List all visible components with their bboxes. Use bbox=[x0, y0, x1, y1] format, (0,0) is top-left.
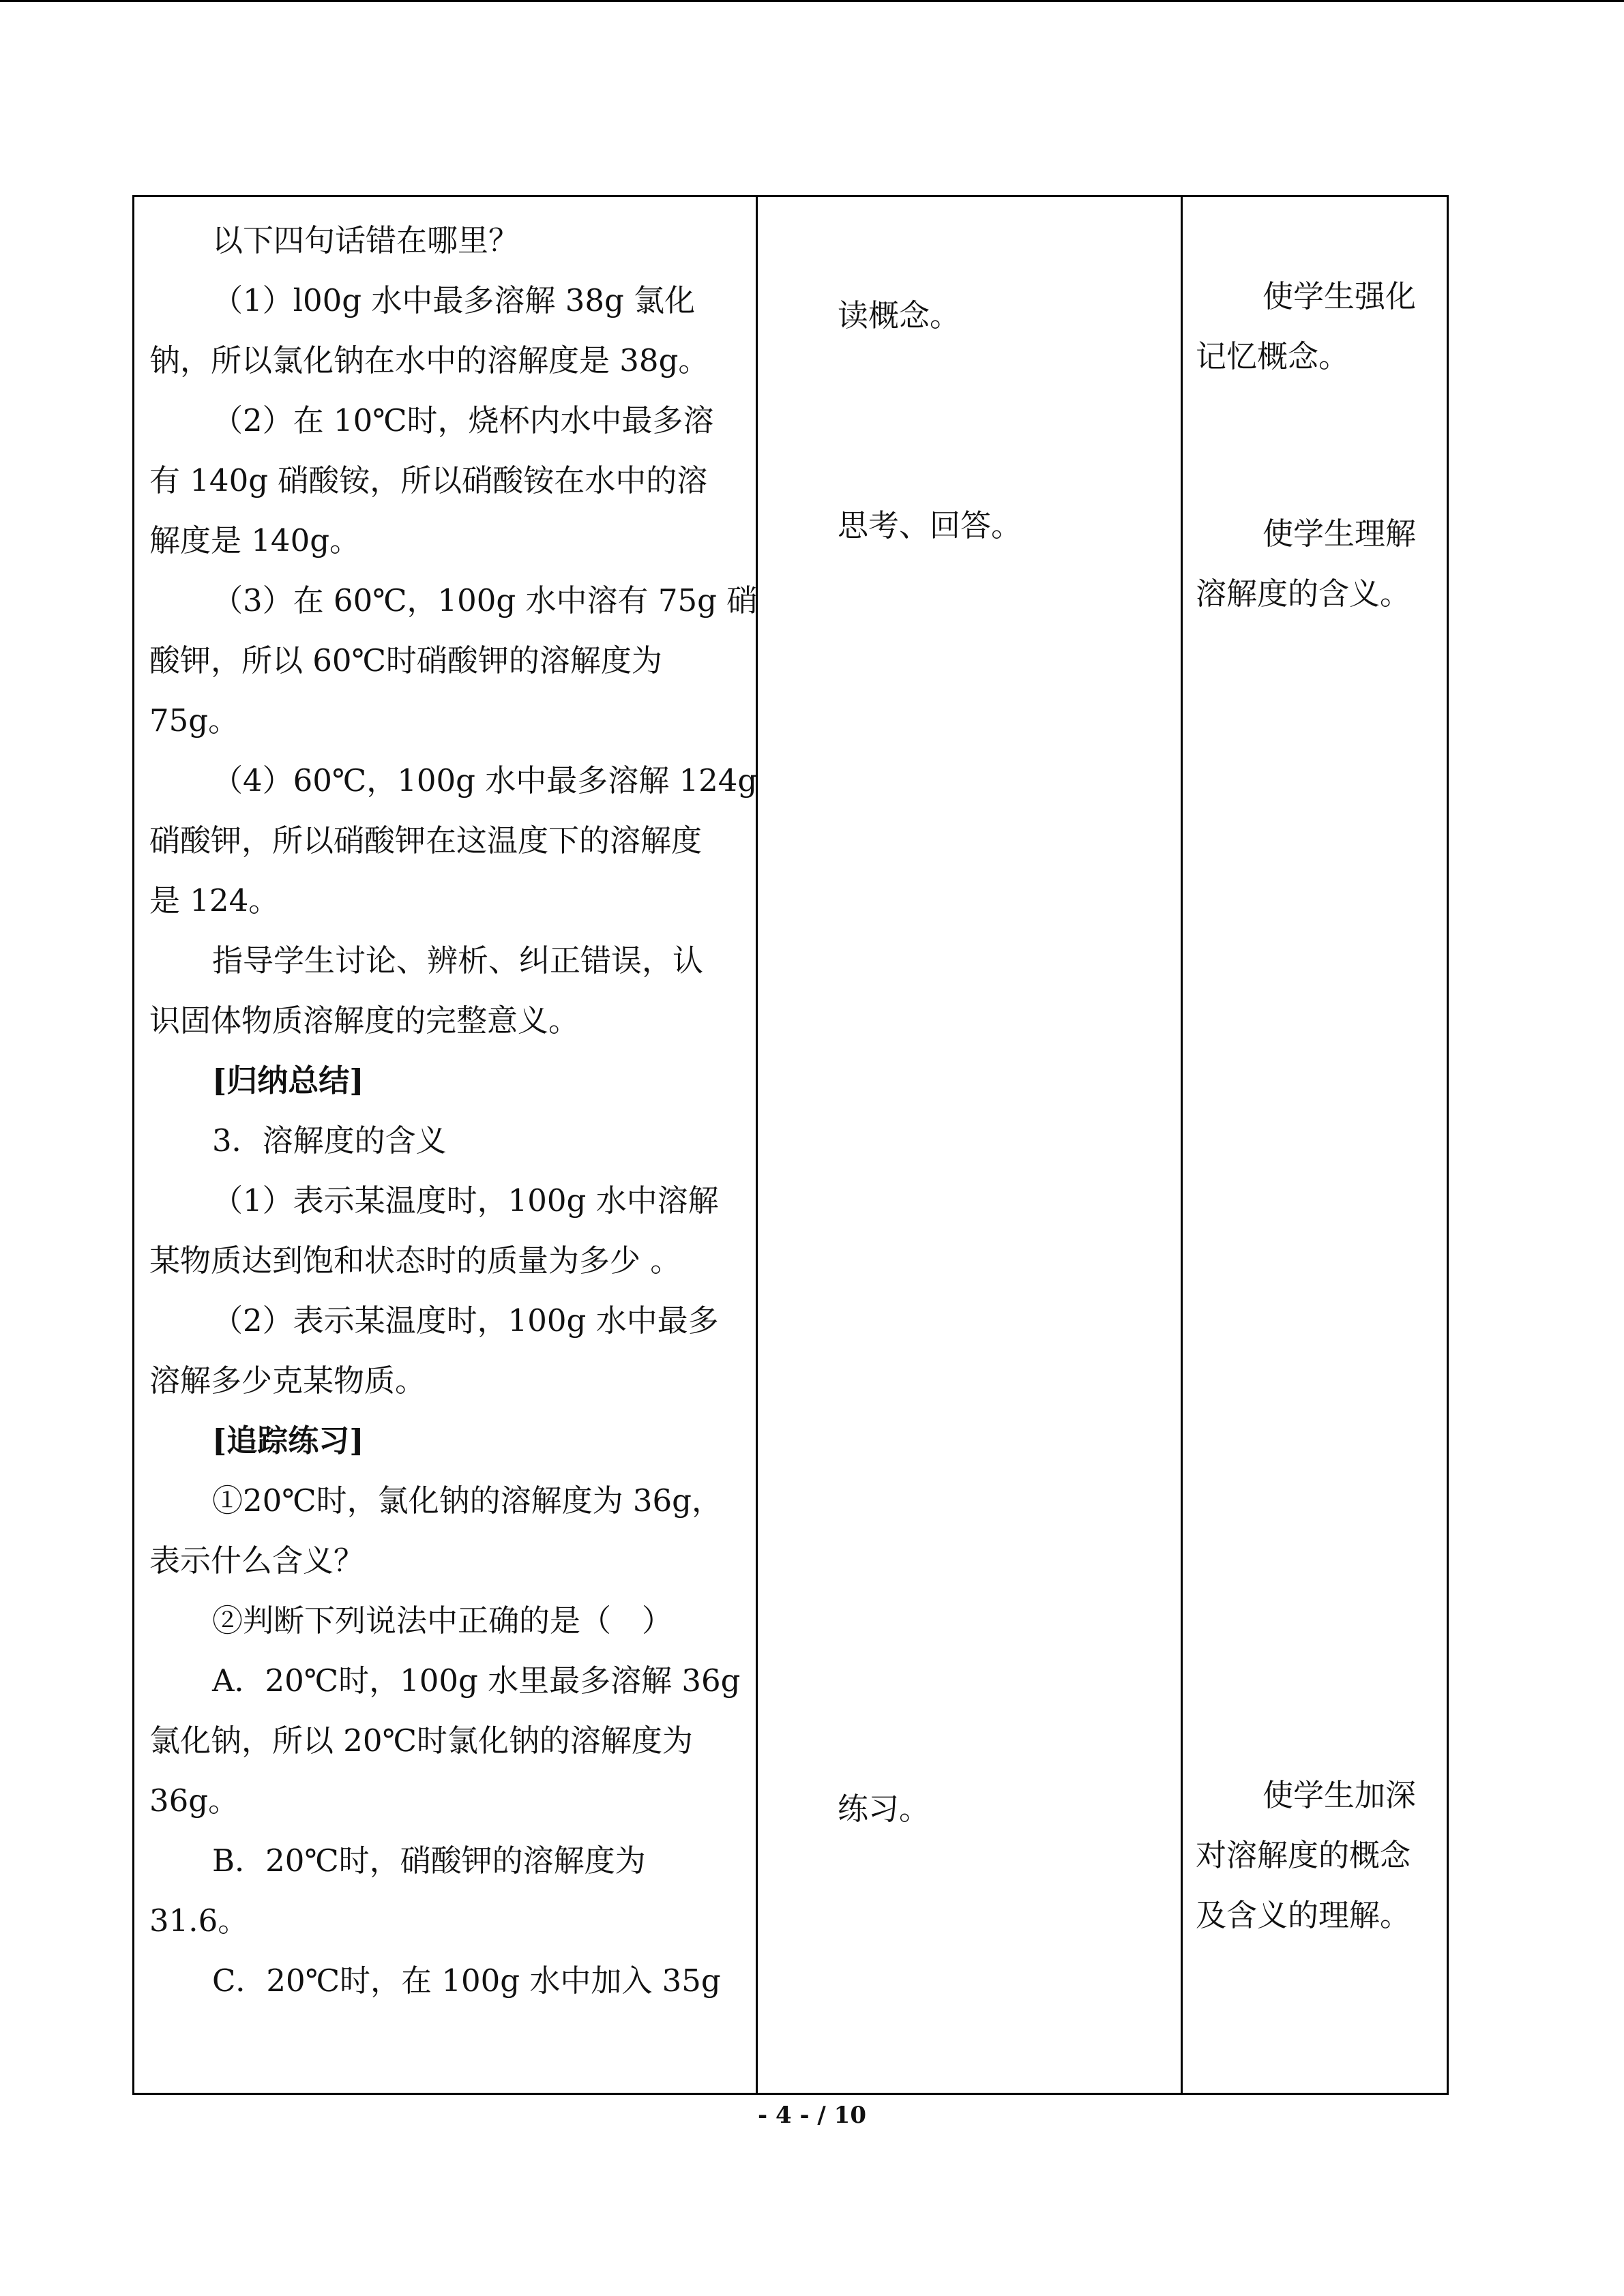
statement-2: （2）在 10℃时，烧杯内水中最多溶 bbox=[212, 402, 714, 438]
page-top-border bbox=[0, 0, 1624, 2]
student-activity-read: 读概念。 bbox=[838, 297, 961, 333]
question-intro: 以下四句话错在哪里？ bbox=[212, 222, 520, 258]
intent-1-line-2: 记忆概念。 bbox=[1196, 338, 1350, 374]
option-a: A．20℃时，100g 水里最多溶解 36g bbox=[212, 1663, 741, 1699]
intent-1-line-1: 使学生强化 bbox=[1263, 278, 1417, 314]
statement-1-cont: 钠，所以氯化钠在水中的溶解度是 38g。 bbox=[149, 342, 709, 378]
practice-question-2: ②判断下列说法中正确的是（ ） bbox=[212, 1602, 673, 1639]
option-b: B．20℃时，硝酸钾的溶解度为 bbox=[212, 1843, 646, 1879]
statement-3-cont: 75g。 bbox=[149, 702, 239, 739]
guidance-text-cont: 识固体物质溶解度的完整意义。 bbox=[149, 1002, 580, 1039]
page-number: - 4 - / 10 bbox=[758, 2102, 866, 2129]
practice-question-1-cont: 表示什么含义？ bbox=[149, 1542, 365, 1579]
meaning-2: （2）表示某温度时，100g 水中最多 bbox=[212, 1302, 719, 1339]
intent-2-line-1: 使学生理解 bbox=[1263, 516, 1417, 552]
meaning-1-cont: 某物质达到饱和状态时的质量为多少 。 bbox=[149, 1242, 681, 1279]
option-b-cont: 31.6。 bbox=[149, 1903, 249, 1939]
option-c: C．20℃时，在 100g 水中加入 35g bbox=[212, 1963, 721, 1999]
lesson-table bbox=[132, 195, 1449, 2095]
practice-heading: [追踪练习] bbox=[212, 1422, 364, 1459]
student-activity-practice: 练习。 bbox=[838, 1791, 930, 1827]
statement-4: （4）60℃，100g 水中最多溶解 124g bbox=[212, 762, 758, 799]
intent-3-line-2: 对溶解度的概念 bbox=[1196, 1837, 1411, 1873]
summary-heading: [归纳总结] bbox=[212, 1062, 364, 1099]
intent-3-line-1: 使学生加深 bbox=[1263, 1777, 1417, 1813]
statement-4-cont: 是 124。 bbox=[149, 882, 280, 919]
practice-question-1: ①20℃时，氯化钠的溶解度为 36g， bbox=[212, 1482, 722, 1519]
statement-1: （1）l00g 水中最多溶解 38g 氯化 bbox=[212, 282, 696, 318]
statement-2-cont: 有 140g 硝酸铵，所以硝酸铵在水中的溶 bbox=[149, 462, 708, 498]
statement-4-cont: 硝酸钾，所以硝酸钾在这温度下的溶解度 bbox=[149, 822, 703, 859]
student-activity-answer: 思考、回答。 bbox=[838, 507, 1022, 543]
intent-3-line-3: 及含义的理解。 bbox=[1196, 1897, 1411, 1933]
column-divider bbox=[1181, 197, 1183, 2093]
meaning-heading: 3．溶解度的含义 bbox=[212, 1122, 447, 1159]
intent-2-line-2: 溶解度的含义。 bbox=[1196, 576, 1411, 612]
statement-3-cont: 酸钾，所以 60℃时硝酸钾的溶解度为 bbox=[149, 642, 662, 679]
meaning-2-cont: 溶解多少克某物质。 bbox=[149, 1362, 426, 1399]
teacher-activity-column bbox=[149, 211, 758, 2011]
guidance-text: 指导学生讨论、辨析、纠正错误，认 bbox=[212, 942, 704, 979]
column-divider bbox=[756, 197, 758, 2093]
option-a-cont: 氯化钠，所以 20℃时氯化钠的溶解度为 bbox=[149, 1723, 693, 1759]
option-a-cont: 36g。 bbox=[149, 1783, 239, 1819]
meaning-1: （1）表示某温度时，100g 水中溶解 bbox=[212, 1182, 719, 1219]
statement-2-cont: 解度是 140g。 bbox=[149, 522, 361, 558]
statement-3: （3）在 60℃，100g 水中溶有 75g 硝 bbox=[212, 582, 758, 618]
